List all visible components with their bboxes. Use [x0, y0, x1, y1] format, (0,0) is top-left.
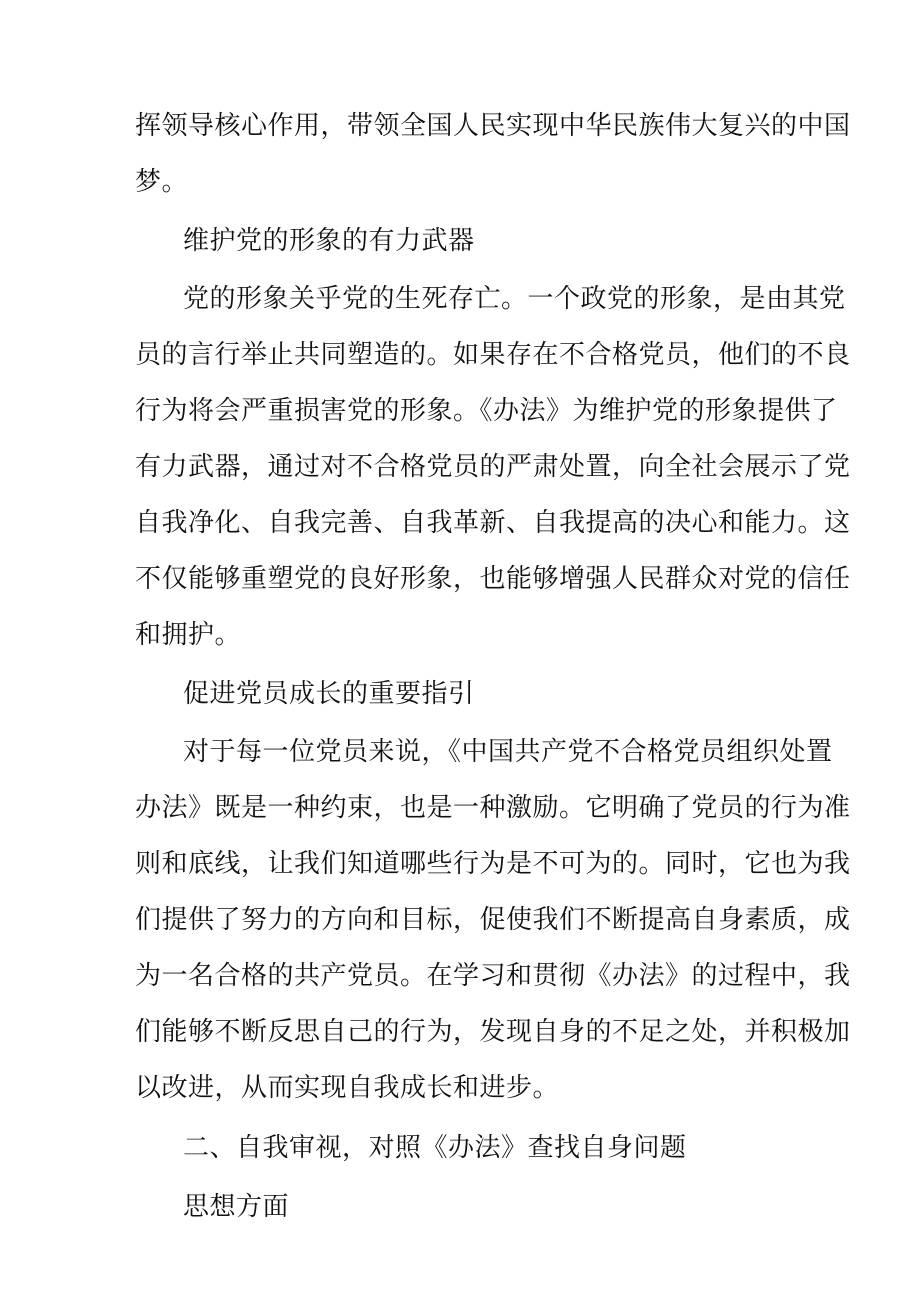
paragraph-line: 们能够不断反思自己的行为，发现自身的不足之处，并积极加 [135, 1017, 851, 1047]
section-heading: 促进党员成长的重要指引 [183, 679, 475, 709]
paragraph-line: 党的形象关乎党的生死存亡。一个政党的形象，是由其党 [183, 284, 846, 314]
paragraph-line: 不仅能够重塑党的良好形象，也能够增强人民群众对党的信任 [135, 564, 851, 594]
section-heading: 二、自我审视，对照《办法》查找自身问题 [183, 1133, 687, 1163]
paragraph-line: 挥领导核心作用，带领全国人民实现中华民族伟大复兴的中国 [135, 111, 851, 141]
paragraph-line: 有力武器，通过对不合格党员的严肃处置，向全社会展示了党 [135, 452, 851, 482]
paragraph-line: 为一名合格的共产党员。在学习和贯彻《办法》的过程中，我 [135, 961, 851, 991]
paragraph-line: 和拥护。 [135, 620, 242, 650]
paragraph-line: 梦。 [135, 167, 189, 197]
subsection-heading: 思想方面 [183, 1192, 290, 1222]
paragraph-line: 对于每一位党员来说，《中国共产党不合格党员组织处置 [183, 737, 833, 767]
paragraph-line: 们提供了努力的方向和目标，促使我们不断提高自身素质，成 [135, 905, 851, 935]
paragraph-line: 员的言行举止共同塑造的。如果存在不合格党员，他们的不良 [135, 340, 851, 370]
paragraph-line: 办法》既是一种约束，也是一种激励。它明确了党员的行为准 [135, 793, 851, 823]
paragraph-line: 以改进，从而实现自我成长和进步。 [135, 1073, 560, 1103]
section-heading: 维护党的形象的有力武器 [183, 226, 475, 256]
paragraph-line: 行为将会严重损害党的形象。《办法》为维护党的形象提供了 [135, 396, 838, 426]
paragraph-line: 自我净化、自我完善、自我革新、自我提高的决心和能力。这 [135, 508, 851, 538]
paragraph-line: 则和底线，让我们知道哪些行为是不可为的。同时，它也为我 [135, 849, 851, 879]
